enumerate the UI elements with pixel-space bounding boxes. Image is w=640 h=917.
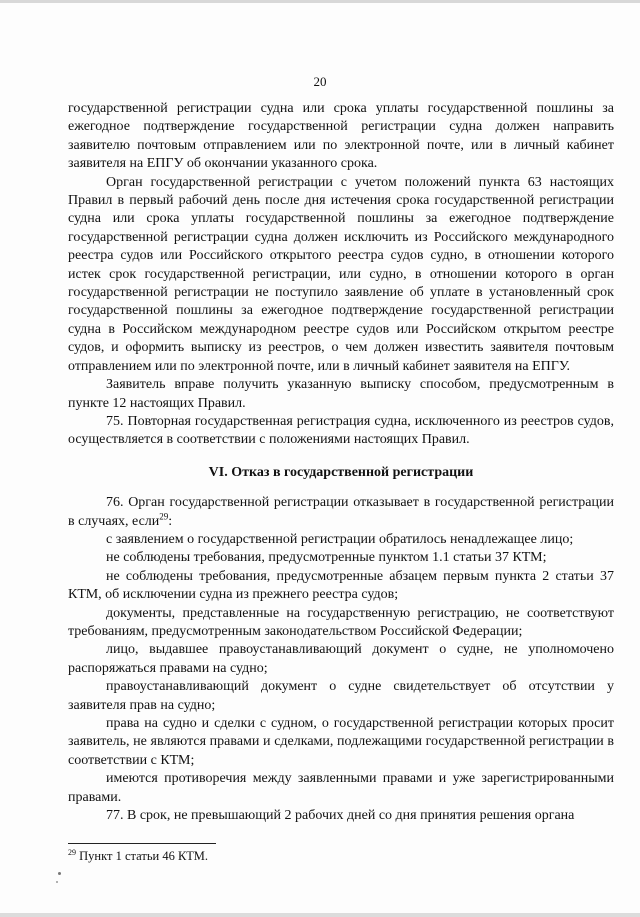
- footnote-reference: 29: [159, 510, 169, 521]
- paragraph-item-76: [68, 494, 614, 531]
- scan-edge-bottom: [0, 913, 640, 917]
- footnote-divider: [68, 843, 216, 844]
- page-number: 20: [313, 74, 327, 89]
- scan-speck: [58, 872, 61, 875]
- item-76-colon: :: [168, 513, 173, 529]
- document-body: [68, 100, 614, 825]
- footnote-marker: 29: [68, 847, 76, 857]
- paragraph-item-75: 75. Повторная государственная регистрация судна, исключенного из реестров судов, осуществляется в соответствии с положениями настоящих Правил.: [68, 413, 614, 448]
- refusal-case: с заявлением о государственной регистрации обратилось ненадлежащее лицо;: [106, 531, 574, 547]
- refusal-case: не соблюдены требования, предусмотренные пунктом 1.1 статьи 37 КТМ;: [106, 550, 547, 566]
- refusal-case: документы, представленные на государственную регистрацию, не соответствуют требованиям, предусмотренным законодательством Российской Федерации;: [68, 605, 614, 639]
- refusal-case: не соблюдены требования, предусмотренные абзацем первым пункта 2 статьи 37 КТМ, об исключении судна из прежнего реестра судов;: [68, 568, 614, 603]
- paragraph-extract-receipt: Заявитель вправе получить указанную выписку способом, предусмотренным в пункте 12 настоящих Правил.: [68, 377, 614, 411]
- scan-speck: [56, 881, 58, 883]
- scan-edge-top: [0, 0, 640, 3]
- paragraph-item-77: 77. В срок, не превышающий 2 рабочих дней со дня принятия решения органа: [106, 808, 575, 824]
- paragraph-continuation: государственной регистрации судна или срока уплаты государственной пошлины за ежегодное подтверждение государственной регистрации судна должен направить заявителю почтовым отправлением или по электронной почте, или в личный кабинет заявителя на ЕПГУ об окончании указанного срока.: [68, 101, 614, 172]
- paragraph-registry-exclusion: Орган государственной регистрации с учетом положений пункта 63 настоящих Правил в первый рабочий день после дня истечения срока государственной регистрации судна или срока уплаты государственной пошлины за ежегодное подтверждение государственной регистрации судна должен исключить из Российского международного реестра судов или Российского открытого реестра судов судно, в отношении которого истек срок государственной регистрации, или судно, в отношении которого в орган государственной регистрации не поступило заявление об уплате в установленный срок государственной пошлины за ежегодное подтверждение государственной регистрации судна в Российском международном реестре судов или Российском открытом реестре судов, и оформить выписку из реестров, о чем должен известить заявителя почтовым отправлением или по электронной почте, или в личный кабинет заявителя на ЕПГУ.: [68, 174, 614, 374]
- footnote: [68, 849, 208, 864]
- refusal-case: имеются противоречия между заявленными правами и уже зарегистрированными правами.: [68, 771, 614, 805]
- footnote-text: Пункт 1 статьи 46 КТМ.: [76, 849, 209, 863]
- refusal-case: права на судно и сделки с судном, о государственной регистрации которых просит заявитель, не являются правами и сделками, подлежащими государственной регистрации в соответствии с КТМ;: [68, 716, 614, 768]
- refusal-case: правоустанавливающий документ о судне свидетельствует об отсутствии у заявителя прав на судно;: [68, 679, 614, 713]
- item-76-intro: 76. Орган государственной регистрации отказывает в государственной регистрации в случаях, если: [68, 495, 614, 529]
- refusal-case: лицо, выдавшее правоустанавливающий документ о судне, не уполномочено распоряжаться правами на судно;: [68, 642, 614, 676]
- section-heading: VI. Отказ в государственной регистрации: [208, 464, 474, 480]
